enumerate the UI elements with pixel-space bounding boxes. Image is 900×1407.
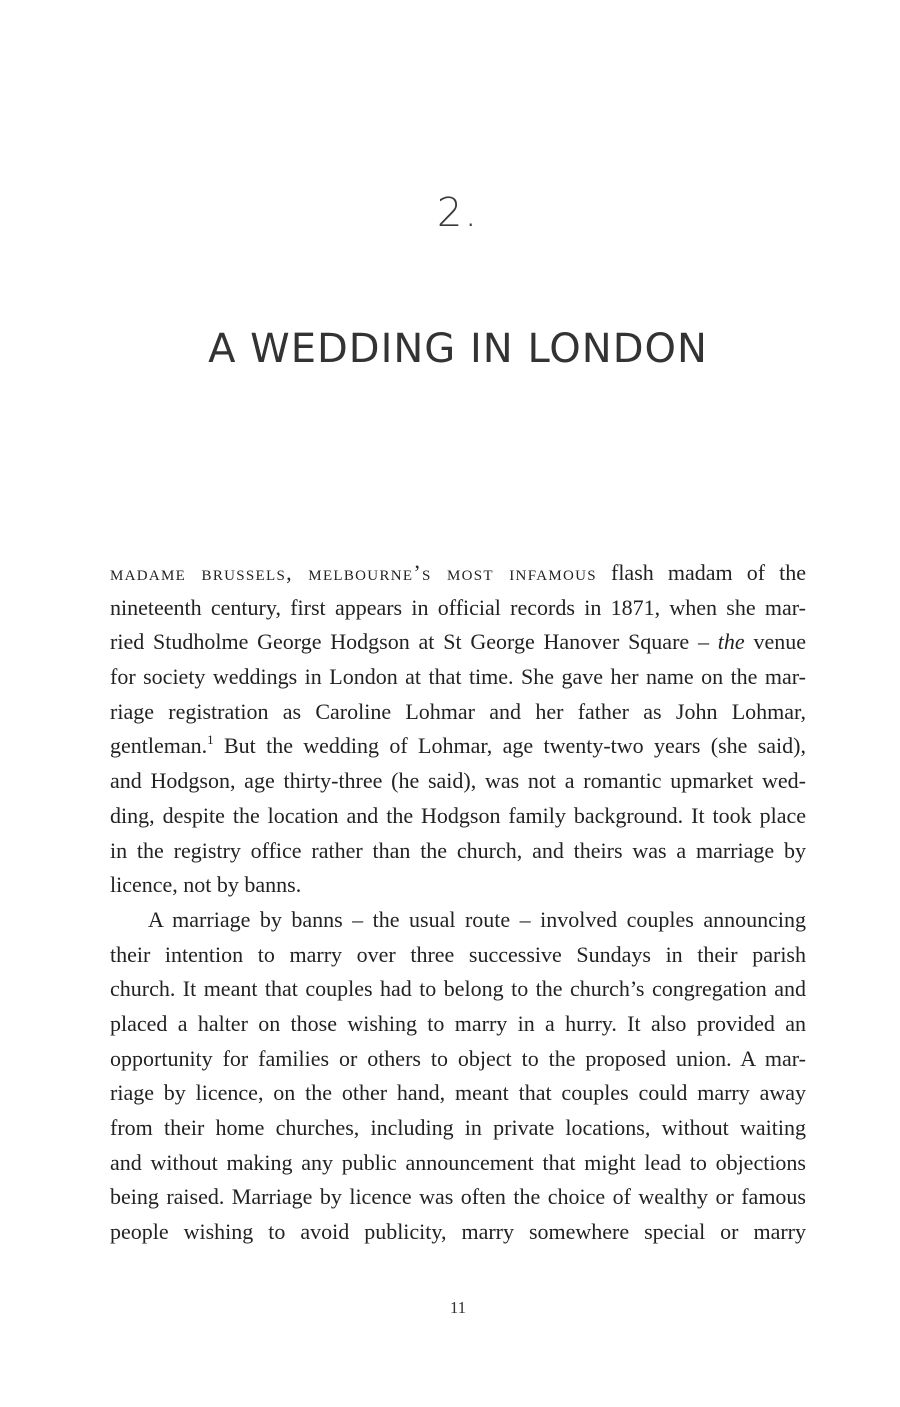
- text-line: gentleman.$^1$ But the wedding of Lohmar, age twenty-two years (she said),: [110, 732, 806, 759]
- text-line: being raised. Marriage by licence was often the choice of wealthy or famous: [110, 1184, 806, 1210]
- text-line: ried Studholme George Hodgson at St George Hanover Square – the venue: [110, 629, 806, 655]
- text-line: placed a halter on those wishing to marry in a hurry. It also provided an: [110, 1010, 806, 1036]
- footnote-marker[interactable]: 1: [207, 732, 214, 748]
- text-line: opportunity for families or others to object to the proposed union. A mar-: [110, 1045, 806, 1071]
- text-line: licence, not by banns.: [110, 872, 302, 898]
- text-line: from their home churches, including in private locations, without waiting: [110, 1115, 806, 1140]
- text-line: and Hodgson, age thirty-three (he said), was not a romantic upmarket wed-: [110, 768, 806, 794]
- text-line: nineteenth century, first appears in official records in 1871, when she mar-: [110, 594, 806, 620]
- italic-emphasis: the: [717, 629, 745, 655]
- text-line: church. It meant that couples had to belong to the church’s congregation and: [110, 976, 806, 1002]
- page-number: 11: [449, 1298, 467, 1317]
- text-line: A marriage by banns – the usual route – involved couples announcing: [148, 906, 806, 932]
- paragraph-2: [110, 903, 806, 1250]
- body-text: [110, 556, 806, 1250]
- lead-in-smallcaps: madame brussels, melbourne’s most infamous: [110, 560, 597, 585]
- text-line: ding, despite the location and the Hodgson family background. It took place: [110, 802, 806, 828]
- text-line: riage registration as Caroline Lohmar and her father as John Lohmar,: [110, 698, 806, 724]
- text-line: people wishing to avoid publicity, marry somewhere special or marry: [110, 1219, 806, 1245]
- text-line: madame brussels, melbourne’s most infamous flash madam of the: [110, 560, 806, 585]
- text-line: their intention to marry over three successive Sundays in their parish: [110, 941, 806, 967]
- chapter-number: 2.: [436, 190, 480, 236]
- text-line: riage by licence, on the other hand, meant that couples could marry away: [110, 1080, 806, 1106]
- text-line: for society weddings in London at that time. She gave her name on the mar-: [110, 664, 806, 690]
- text-line: and without making any public announcement that might lead to objections: [110, 1149, 806, 1175]
- text-line: in the registry office rather than the church, and theirs was a marriage by: [110, 837, 806, 863]
- paragraph-1: [110, 556, 806, 903]
- chapter-title: A WEDDING IN LONDON: [208, 326, 708, 372]
